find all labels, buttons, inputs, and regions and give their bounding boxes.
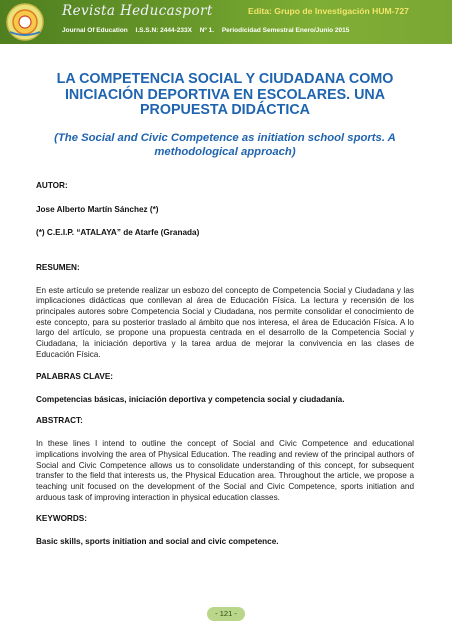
journal-info-line — [62, 27, 355, 34]
resumen-text: En este artículo se pretende realizar un esbozo del concepto de Competencia Social y Ciudadana y las implicaciones didácticas que conllevan al área de Educación Física. La lectura y recensión de los principales autores sobre Competencia Social y Ciudadana, nos permite consolidar el conocimiento de este concepto, para su posterior traslado al ámbito que nos interesa, el área de Educación Física. A lo largo del artículo, se propone una propuesta centrada en el desarrollo de la Competencia Social y Ciudadana, la iniciación deportiva y la tarea ardua de mejorar la convivencia en las clases de Educación Física. — [36, 285, 414, 359]
author-label: AUTOR: — [36, 180, 68, 190]
periodicity: Periodicidad Semestral Enero/Junio 2015 — [221, 27, 350, 34]
article-title: LA COMPETENCIA SOCIAL Y CIUDADANA COMO INICIACIÓN DEPORTIVA EN ESCOLARES. UNA PROPUESTA DIDÁCTICA — [56, 71, 394, 119]
abstract-text: In these lines I intend to outline the concept of Social and Civic Competence and educational implications involving the area of Physical Education. The reading and review of the principal authors of Social and Civic Competence allows us to consolidate understanding of this concept, for subsequent transfer to the field that interests us, the Physical Education area. Throughout the article, we propose a teaching unit focused on the development of the Social and Civic Competence, sports initiation and arduous task of improving interaction in physical education classes. — [36, 439, 414, 502]
issn: I.S.S.N: 2444-233X — [135, 27, 192, 34]
journal-header-band — [0, 0, 452, 44]
issue-number: Nº 1. — [199, 27, 215, 34]
journal-logo-icon — [4, 2, 48, 42]
journal-name: Journal Of Education — [62, 27, 128, 34]
keywords-label: KEYWORDS: — [36, 514, 87, 524]
resumen-label: RESUMEN: — [36, 262, 80, 272]
author-affiliation: (*) C.E.I.P. “ATALAYA” de Atarfe (Granada) — [36, 227, 200, 237]
page-number: - 121 - — [207, 607, 245, 621]
publisher-credit: Edita: Grupo de Investigación HUM-727 — [248, 6, 409, 16]
magazine-title: Revista Heducasport — [62, 3, 213, 19]
abstract-label: ABSTRACT: — [36, 416, 83, 426]
article-subtitle: (The Social and Civic Competence as initiation school sports. A methodological approach) — [54, 131, 396, 159]
palabras-clave-text: Competencias básicas, iniciación deportiva y competencia social y ciudadanía. — [36, 394, 345, 404]
keywords-text: Basic skills, sports initiation and social and civic competence. — [36, 537, 279, 547]
author-name: Jose Alberto Martín Sánchez (*) — [36, 204, 159, 214]
article-body — [36, 72, 414, 548]
palabras-clave-label: PALABRAS CLAVE: — [36, 371, 114, 381]
